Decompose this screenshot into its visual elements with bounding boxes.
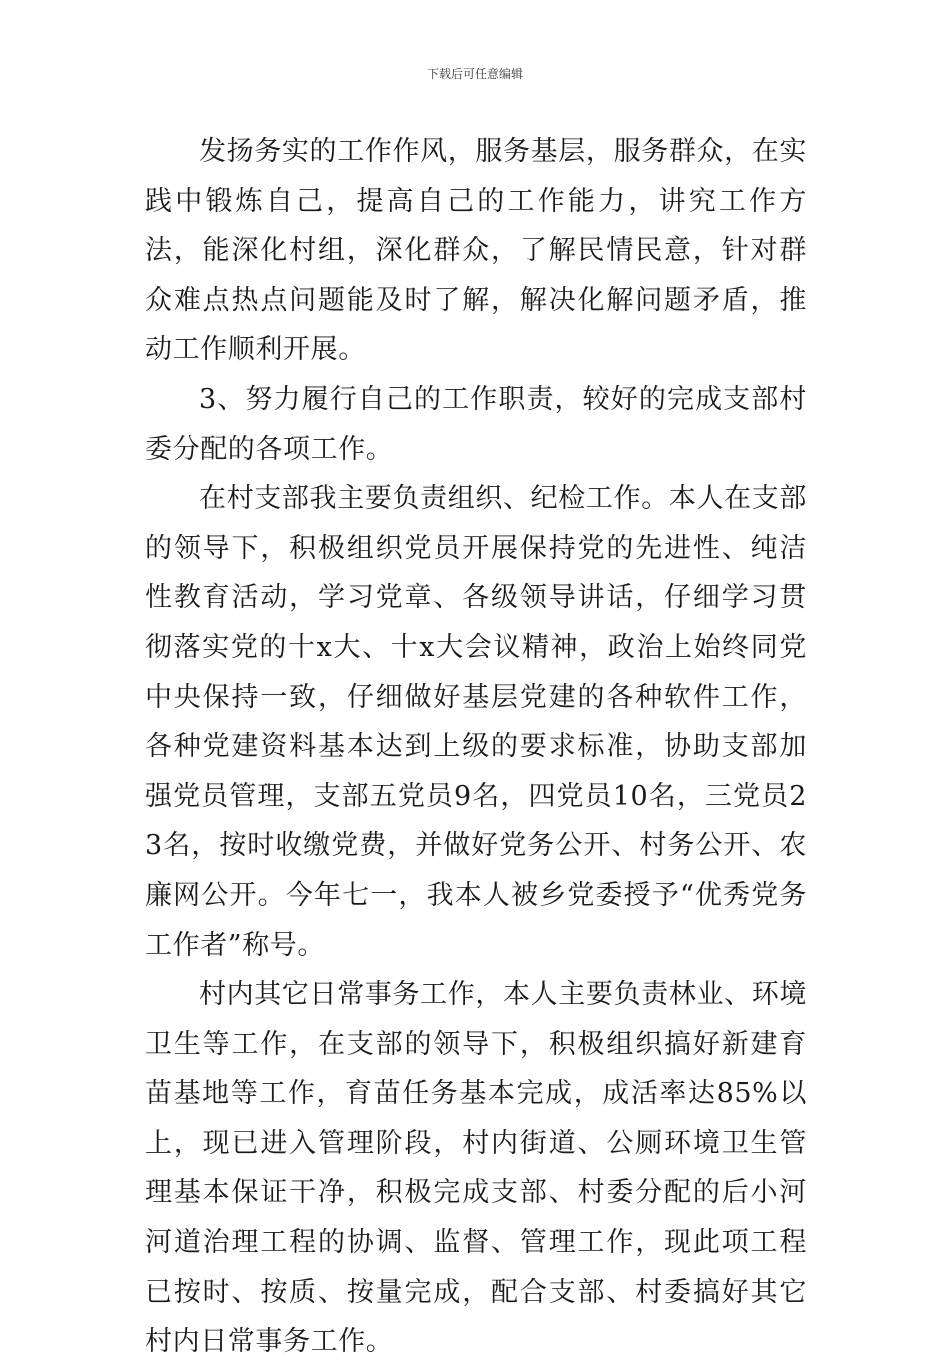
- page-header: 下载后可任意编辑: [426, 67, 523, 81]
- paragraph-party-branch: 在村支部我主要负责组织、纪检工作。本人在支部的领导下，积极组织党员开展保持党的先进性、纯洁性教育活动，学习党章、各级领导讲话，仔细学习贯彻落实党的十x大、十x大会议精神，政治上始终同党中央保持一致，仔细做好基层党建的各种软件工作，各种党建资料基本达到上级的要求标准，协助支部加强党员管理，支部五党员9名，四党员10名，三党员23名，按时收缴党费，并做好党务公开、村务公开、农廉网公开。今年七一，我本人被乡党委授予“优秀党务工作者”称号。: [145, 483, 807, 961]
- paragraph-duties: 3、努力履行自己的工作职责，较好的完成支部村委分配的各项工作。: [145, 383, 807, 465]
- paragraph-daily-affairs: 村内其它日常事务工作，本人主要负责林业、环境卫生等工作，在支部的领导下，积极组织搞好新建育苗基地等工作，育苗任务基本完成，成活率达85%以上，现已进入管理阶段，村内街道、公厕环境卫生管理基本保证干净，积极完成支部、村委分配的后小河河道治理工程的协调、监督、管理工作，现此项工程已按时、按质、按量完成，配合支部、村委搞好其它村内日常事务工作。: [145, 979, 807, 1358]
- paragraph-work-style: 发扬务实的工作作风，服务基层，服务群众，在实践中锻炼自己，提高自己的工作能力，讲究工作方法，能深化村组，深化群众，了解民情民意，针对群众难点热点问题能及时了解，解决化解问题矛盾，推动工作顺利开展。: [145, 136, 807, 366]
- document-body: [145, 127, 807, 1367]
